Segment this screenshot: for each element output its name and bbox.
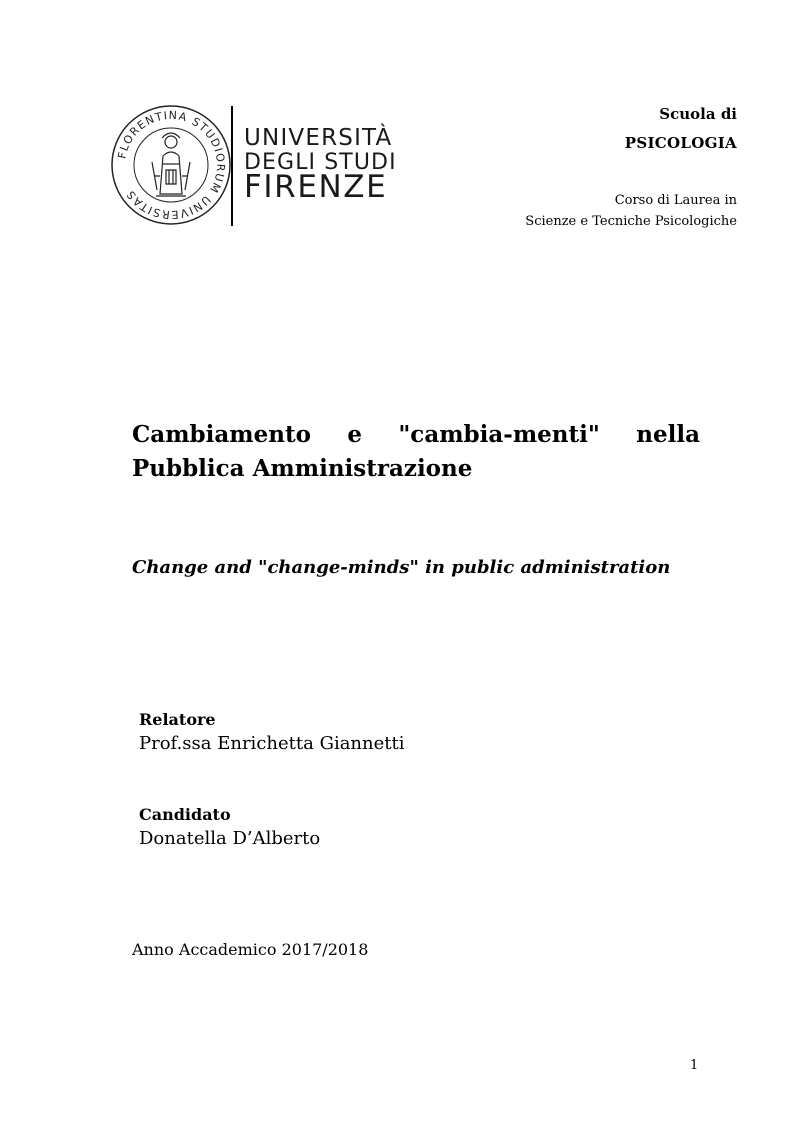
candidate-label: Candidato <box>139 805 231 824</box>
logo-wordmark-line1: UNIVERSITÀ <box>244 125 393 151</box>
school-label: Scuola di <box>659 105 737 123</box>
supervisor-name: Prof.ssa Enrichetta Giannetti <box>139 733 405 754</box>
university-seal-logo <box>110 104 232 226</box>
school-name: PSICOLOGIA <box>624 134 737 152</box>
thesis-title <box>132 418 700 486</box>
page-number: 1 <box>690 1058 699 1073</box>
title-word: nella <box>636 421 700 448</box>
thesis-title-line1 <box>132 418 700 452</box>
supervisor-label: Relatore <box>139 710 216 729</box>
course-label: Corso di Laurea in <box>614 193 737 208</box>
seal-lettering: FLORENTINA STUDIORUM UNIVERSITAS <box>115 108 228 222</box>
candidate-name: Donatella D’Alberto <box>139 828 321 849</box>
seal-emblem-icon <box>110 104 232 226</box>
title-word: "cambia-menti" <box>398 421 600 448</box>
logo-wordmark-line3: FIRENZE <box>244 169 388 205</box>
logo-divider <box>231 106 233 226</box>
thesis-title-line2: Pubblica Amministrazione <box>132 455 473 482</box>
thesis-subtitle: Change and "change-minds" in public administration <box>132 557 671 578</box>
academic-year: Anno Accademico 2017/2018 <box>132 940 369 959</box>
logo-wordmark-line2: DEGLI STUDI <box>244 150 397 175</box>
title-word: e <box>347 421 362 448</box>
title-word: Cambiamento <box>132 421 311 448</box>
course-name: Scienze e Tecniche Psicologiche <box>525 214 737 229</box>
